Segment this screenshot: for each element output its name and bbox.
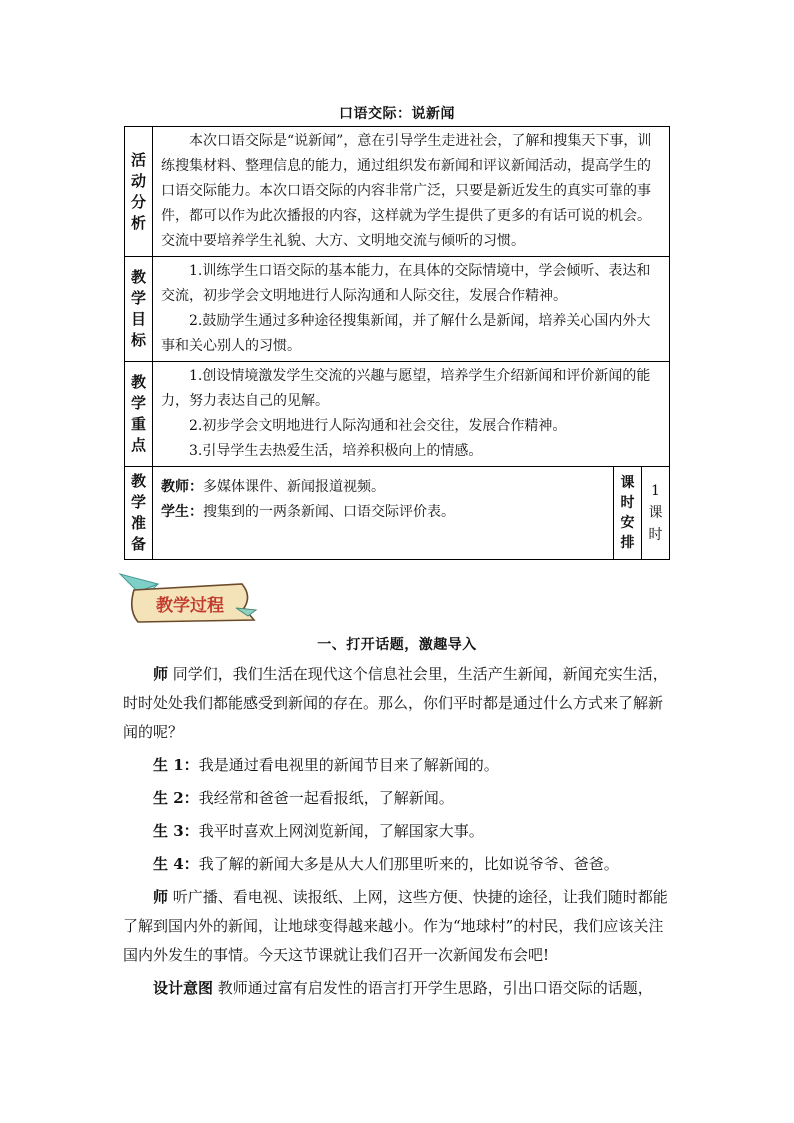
dialogue-line: 生 3：我平时喜欢上网浏览新闻，了解国家大事。 — [153, 822, 484, 840]
section-heading: 一、打开话题，激趣导入 — [317, 637, 477, 653]
dialogue-line: 生 4：我了解的新闻大多是从大人们那里听来的，比如说爷爷、爸爸。 — [153, 855, 619, 873]
teaching-goals-content — [153, 257, 670, 362]
paragraph: 2.鼓励学生通过多种途径搜集新闻，并了解什么是新闻，培养关心国内外大事和关心别人的习惯。 — [161, 313, 651, 354]
row-label-teaching-focus: 教 学 重 点 — [125, 362, 153, 467]
teaching-process-badge — [118, 570, 260, 628]
student-preparation: 学生：搜集到的一两条新闻、口语交际评价表。 — [161, 504, 455, 520]
class-hours-value: 1 课 时 — [641, 467, 669, 560]
lesson-plan-table — [124, 126, 670, 560]
paragraph: 3.引导学生去热爱生活，培养积极向上的情感。 — [189, 443, 483, 459]
dialogue-line: 师 听广播、看电视、读报纸、上网，这些方便、快捷的途径，让我们随时都能了解到国内外的新闻，让地球变得越来越小。作为“地球村”的村民，我们应该关注国内外发生的事情。今天这节课就让我们召开一次新闻发布会吧! — [123, 888, 668, 964]
document-title: 口语交际：说新闻 — [339, 106, 455, 122]
teacher-preparation: 教师：多媒体课件、新闻报道视频。 — [161, 479, 385, 495]
row-activity-analysis — [125, 127, 670, 257]
dialogue-line: 生 1：我是通过看电视里的新闻节目来了解新闻的。 — [153, 756, 499, 774]
row-teaching-goals — [125, 257, 670, 362]
row-label-activity-analysis: 活 动 分 析 — [125, 127, 153, 257]
class-hours-label: 课 时 安 排 — [613, 467, 641, 560]
dialogue-body — [123, 660, 671, 1007]
dialogue-line: 设计意图 教师通过富有启发性的语言打开学生思路，引出口语交际的话题， — [153, 979, 653, 997]
paragraph: 本次口语交际是“说新闻”，意在引导学生走进社会，了解和搜集天下事，训练搜集材料、整理信息的能力，通过组织发布新闻和评议新闻活动，提高学生的口语交际能力。本次口语交际的内容非常广泛，只要是新近发生的真实可靠的事件，都可以作为此次播报的内容，这样就为学生提供了更多的有话可说的机会。交流中要培养学生礼貌、大方、文明地交流与倾听的习惯。 — [161, 133, 652, 249]
paragraph: 1.创设情境激发学生交流的兴趣与愿望，培养学生介绍新闻和评价新闻的能力，努力表达自己的见解。 — [161, 368, 651, 409]
dialogue-line: 生 2：我经常和爸爸一起看报纸，了解新闻。 — [153, 789, 454, 807]
row-teaching-focus — [125, 362, 670, 467]
row-teaching-preparation — [125, 467, 670, 560]
dialogue-line: 师 同学们，我们生活在现代这个信息社会里，生活产生新闻，新闻充实生活，时时处处我们都能感受到新闻的存在。那么，你们平时都是通过什么方式来了解新闻的呢？ — [123, 665, 668, 741]
teaching-preparation-content — [153, 467, 614, 560]
activity-analysis-content — [153, 127, 670, 257]
paragraph: 1.训练学生口语交际的基本能力，在具体的交际情境中，学会倾听、表达和交流，初步学会文明地进行人际沟通和人际交往，发展合作精神。 — [161, 263, 651, 304]
paragraph: 2.初步学会文明地进行人际沟通和社会交往，发展合作精神。 — [189, 418, 567, 434]
row-label-teaching-preparation: 教 学 准 备 — [125, 467, 153, 560]
badge-label: 教学过程 — [156, 596, 224, 616]
teaching-focus-content — [153, 362, 670, 467]
row-label-teaching-goals: 教 学 目 标 — [125, 257, 153, 362]
